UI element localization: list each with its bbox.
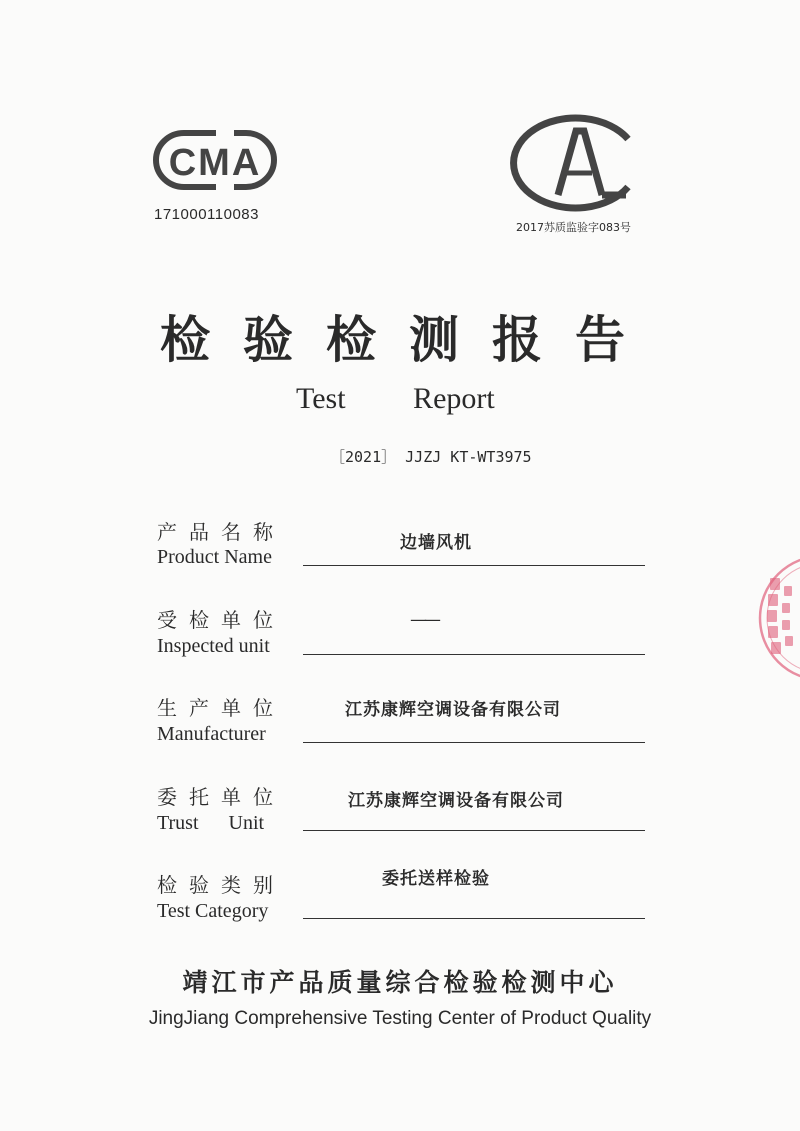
manufacturer-value: 江苏康辉空调设备有限公司 <box>345 700 561 720</box>
test-category-label-cn: 检验类别 <box>157 873 285 897</box>
official-seal <box>752 548 800 688</box>
cma-certificate-number: 171000110083 <box>154 206 259 223</box>
report-number: ［2021］ JJZJ KT-WT3975 <box>330 448 532 466</box>
inspected-unit-label-en: Inspected unit <box>157 635 270 657</box>
trust-unit-underline <box>303 830 645 831</box>
inspected-unit-underline <box>303 654 645 655</box>
product-name-underline <box>303 565 645 566</box>
product-name-label-cn: 产品名称 <box>157 520 285 544</box>
product-name-value: 边墙风机 <box>400 533 472 553</box>
cma-logo <box>150 125 280 195</box>
cma-mark: CMA <box>168 142 262 184</box>
product-name-label-en: Product Name <box>157 546 272 568</box>
cal-logo <box>510 113 646 213</box>
test-category-underline <box>303 918 645 919</box>
organization-name-cn: 靖江市产品质量综合检验检测中心 <box>182 968 618 997</box>
organization-name-en: JingJiang Comprehensive Testing Center of Product Quality <box>148 1008 652 1029</box>
report-title-en: Test Report <box>296 382 495 415</box>
inspected-unit-value: —— <box>410 610 438 630</box>
report-title-cn: 检验检测报告 <box>160 311 658 369</box>
trust-unit-value: 江苏康辉空调设备有限公司 <box>348 791 564 811</box>
trust-unit-label-en: Trust Unit <box>157 812 265 834</box>
manufacturer-label-en: Manufacturer <box>157 723 266 745</box>
test-category-label-en: Test Category <box>157 900 269 922</box>
trust-unit-label-cn: 委托单位 <box>157 785 285 809</box>
manufacturer-underline <box>303 742 645 743</box>
inspected-unit-label-cn: 受检单位 <box>157 608 285 632</box>
cal-certificate-number: 2017苏质监验字083号 <box>516 221 631 234</box>
manufacturer-label-cn: 生产单位 <box>157 696 285 720</box>
test-category-value: 委托送样检验 <box>382 869 490 889</box>
